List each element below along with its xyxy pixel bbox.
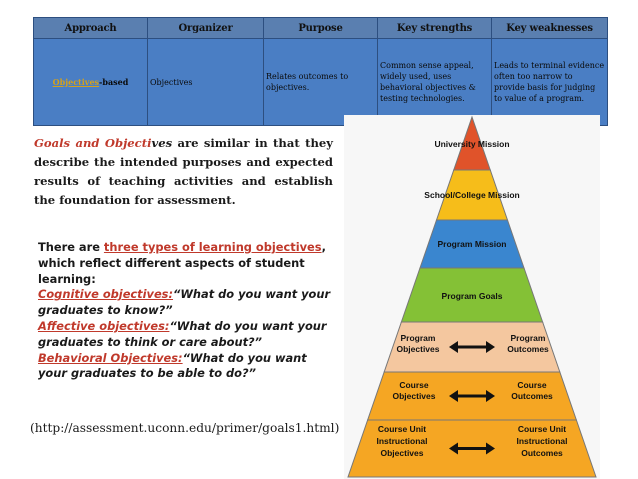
behavioral-label: Behavioral Objectives: xyxy=(38,350,183,365)
approach-suffix: -based xyxy=(99,76,129,87)
program-outcomes-label: Program Outcomes xyxy=(507,333,549,354)
table-header-row xyxy=(34,18,608,39)
organizer-cell: Objectives xyxy=(148,39,264,126)
course-objectives-label: Course Objectives xyxy=(392,380,436,401)
source-url[interactable]: (http://assessment.uconn.edu/primer/goals1.html) xyxy=(30,421,340,435)
behavioral-text: “What do you want your graduates to be able to do?” xyxy=(38,350,307,381)
course-unit-objectives-label: Course Unit Instructional Objectives xyxy=(376,424,428,458)
column-header: Key strengths xyxy=(378,18,492,39)
affective-label: Affective objectives: xyxy=(38,318,170,333)
strengths-cell: Common sense appeal, widely used, uses behavioral objectives & testing technologies. xyxy=(378,39,492,126)
goals-body: are similar in that they describe the intended purposes and expected results of teaching activities and establish the foundation for assessment. xyxy=(34,136,333,207)
mission-pyramid xyxy=(344,115,600,479)
column-header: Organizer xyxy=(148,18,264,39)
column-header: Purpose xyxy=(264,18,378,39)
affective-text: “What do you want your graduates to think or care about?” xyxy=(38,318,327,349)
course-unit-outcomes-label: Course Unit Instructional Outcomes xyxy=(516,424,568,458)
course-outcomes-label: Course Outcomes xyxy=(511,380,553,401)
level-school-college-mission: School/College Mission xyxy=(424,190,520,200)
column-header: Approach xyxy=(34,18,148,39)
approach-cell xyxy=(34,39,148,126)
program-objectives-label: Program Objectives xyxy=(396,333,440,354)
level-university-mission: University Mission xyxy=(434,139,510,149)
cognitive-label: Cognitive objectives: xyxy=(38,287,174,302)
types-intro: There are xyxy=(38,240,104,254)
types-intro-tail: , which reflect different aspects of student learning: xyxy=(38,240,326,286)
weaknesses-cell: Leads to terminal evidence often too narrow to provide basis for judging to value of a program. xyxy=(492,39,608,126)
goals-heading-italic: ves xyxy=(151,136,173,150)
approach-table xyxy=(33,17,608,126)
cognitive-text: “What do you want your graduates to know?” xyxy=(38,287,331,318)
level-program-goals: Program Goals xyxy=(441,291,503,301)
purpose-cell: Relates outcomes to objectives. xyxy=(264,39,378,126)
level-program-mission: Program Mission xyxy=(437,239,507,249)
three-types-link[interactable]: three types of learning objectives xyxy=(103,240,322,254)
approach-highlight: Objectives xyxy=(52,76,100,87)
goals-heading-red: Goals and Objecti xyxy=(34,136,152,150)
table-row xyxy=(34,39,608,126)
objective-types-block xyxy=(38,240,334,382)
goals-paragraph xyxy=(34,134,333,210)
column-header: Key weaknesses xyxy=(492,18,608,39)
